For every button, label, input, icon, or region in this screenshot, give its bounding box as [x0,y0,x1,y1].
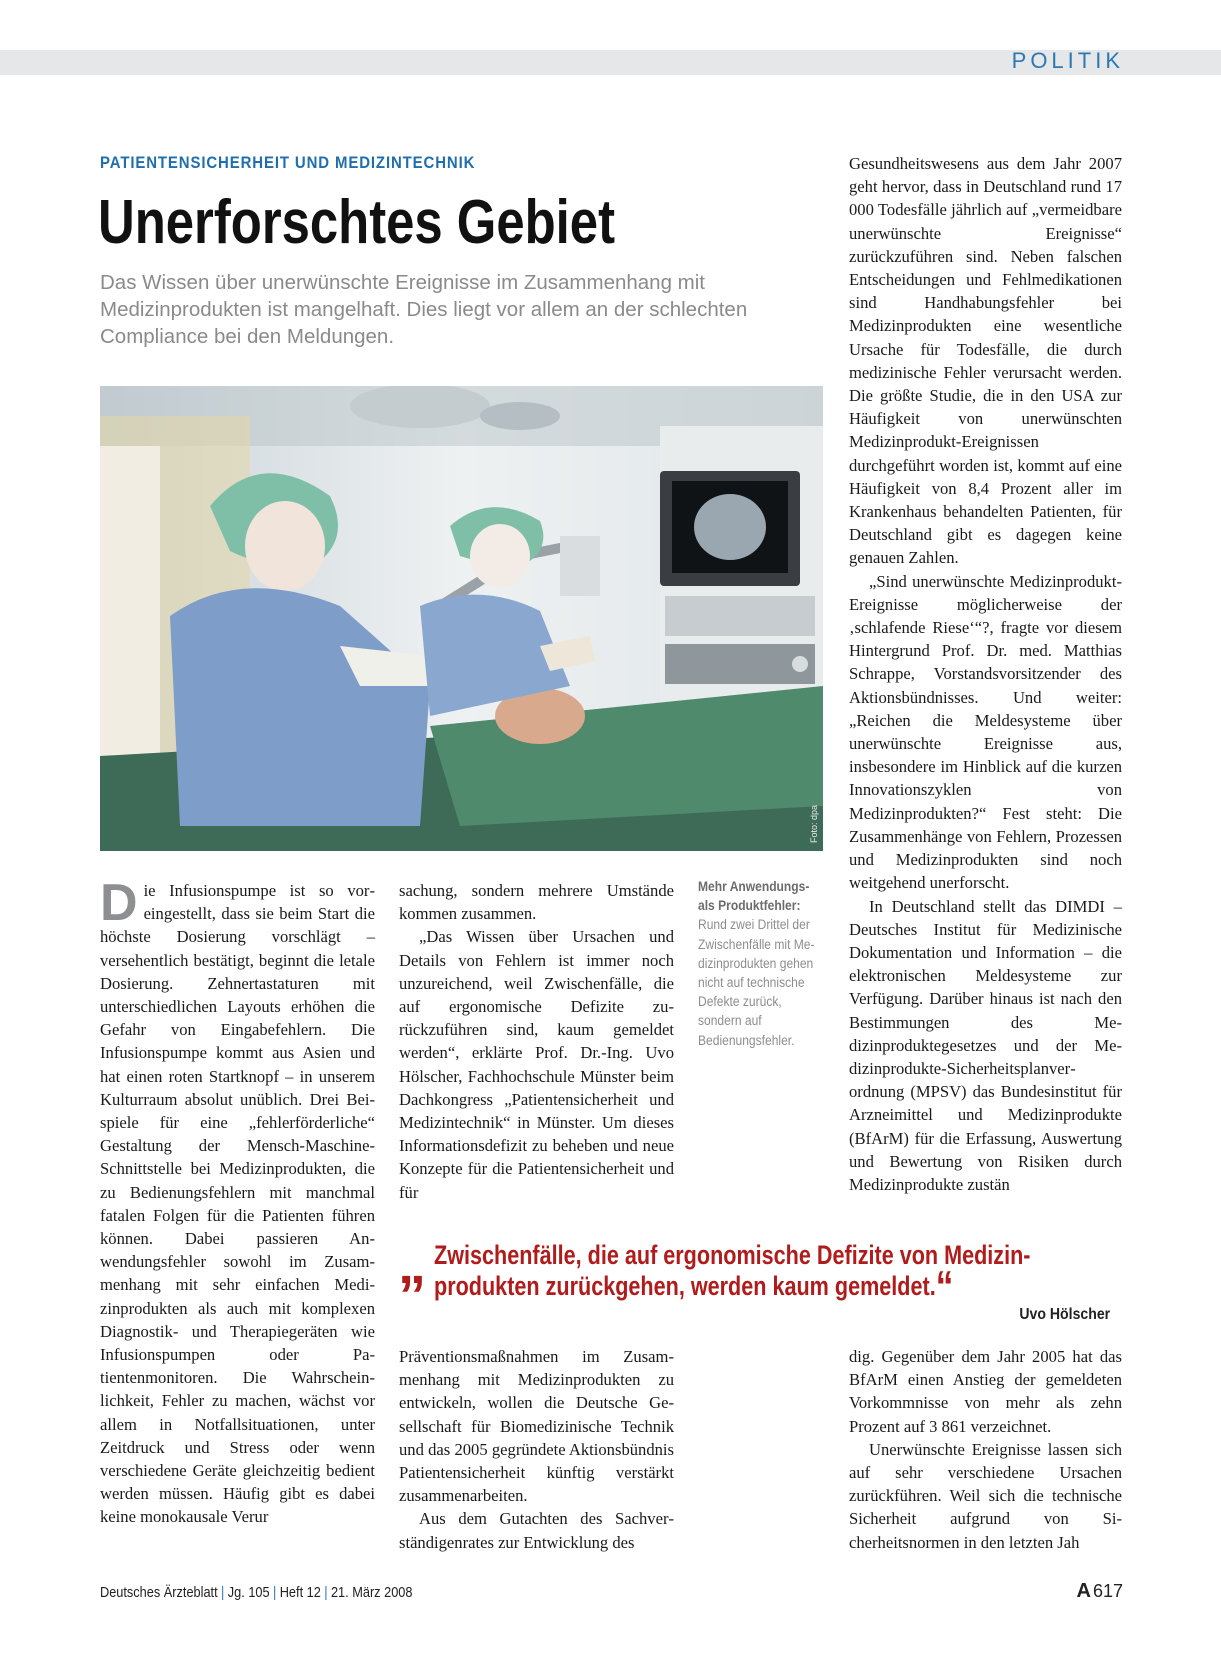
journal-issue: Heft 12 [279,1584,321,1601]
quote-close-mark: “ [935,1262,954,1311]
body-paragraph: ie Infusionspumpe ist so voreingestellt, dass sie beim Start die höchste Dosierung vorschlägt – versehentlich bestätigt, beginnt die letale Dosierung. Zehnertastaturen mit unterschiedlichen Layouts erhöhen die Gefahr von Eingabefehlern. Die Infusionspumpe kommt aus Asien und hat einen roten Startknopf – in unserem Kulturraum absolut unüblich. Drei Beispiele für eine „fehlerförderliche“ Gestaltung der Mensch-Maschine-Schnittstelle bei Medizinprodukten, die zu Bedienungsfehlern mit manchmal fatalen Folgen für die Patienten führen können. Dabei passieren Anwendungsfehler sowohl im Zusammenhang mit sehr einfachen Medizinprodukten als auch mit komplexen Diagnostik- und Therapiegeräten wie Infusionspumpen oder Patientenmonitoren. Die Wahrscheinlichkeit, Fehler zu machen, wächst vor allem in Notfallsituationen, unter Zeitdruck und Stress oder wenn verschiedene Geräte gleichzeitig bedient werden müssen. Häufig gibt es dabei keine monokausale Verur [100,881,375,1527]
body-column-3 [849,152,1122,1196]
article-lead: Das Wissen über unerwünschte Ereignisse im Zusammenhang mit Medizinprodukten ist mangelhaft. Dies liegt vor allem an der schlechten Compliance bei den Meldungen. [100,271,748,348]
body-column-2-lower [399,1345,674,1554]
quote-text: Zwischenfälle, die auf ergonomische Defizite von Medizin-produkten zurückgehen, werden kaum gemeldet. [434,1240,1031,1301]
footer-separator: | [324,1584,328,1601]
body-column-3-lower [849,1345,1122,1554]
page-number-value: 617 [1092,1581,1123,1601]
body-paragraph: Gesundheitswesens aus dem Jahr 2007 geht hervor, dass in Deutschland rund 17 000 Todesfälle jährlich auf „vermeidbare unerwünschte Ereignisse“ zurückzuführen sind. Neben falschen Entscheidungen und Fehlmedikationen sind Handhabungsfehler bei Medizinprodukten eine wesentliche Ursache für Todesfälle, die durch medizinische Fehler verursacht werden. Die größte Studie, die in den USA zur Häufigkeit von unerwünschten Medizinprodukt-Ereignissen durchgeführt worden ist, kommt auf eine Häufigkeit von 8,4 Prozent aller im Krankenhaus behandelten Patienten, für Deutschland gibt es dagegen keine genauen Zahlen. [849,154,1122,568]
page-prefix: A [1076,1580,1091,1602]
body-paragraph: „Sind unerwünschte Medizinprodukt-Ereignisse möglicherweise der ‚schlafende Riese‘“?, fragte vor diesem Hintergrund Prof. Dr. med. Matthias Schrappe, Vorstandsvorsitzender des Aktionsbündnisses. Und weiter: „Reichen die Meldesysteme über unerwünschte Ereignisse aus, insbesondere im Hinblick auf die kurzen Innovationszyklen von Medizinprodukten?“ Fest steht: Die Zusammenhänge von Fehlern, Prozessen und Medizinprodukten sind noch weitgehend unerforscht. [849,571,1122,893]
journal-name: Deutsches Ärzteblatt [100,1584,218,1601]
body-column-1 [100,874,375,1529]
body-column-2 [399,879,674,1204]
drop-cap: D [100,874,138,932]
page-footer [100,1584,412,1601]
issue-date: 21. März 2008 [330,1584,413,1601]
quote-open-mark: „ [398,1232,426,1295]
article-title: Unerforschtes Gebiet [98,188,616,257]
footer-separator: | [221,1584,225,1601]
caption-heading: Mehr Anwendungs- als Produktfehler: [698,879,810,914]
body-paragraph: sachung, sondern mehrere Umstände kommen zusammen. [399,881,674,924]
body-paragraph: dig. Gegenüber dem Jahr 2005 hat das BfArM einen Anstieg der gemeldeten Vorkommnisse von mehr als zehn Prozent auf 3 861 verzeichnet. [849,1347,1122,1436]
article-photo [100,386,823,851]
journal-volume: Jg. 105 [227,1584,270,1601]
article-kicker: PATIENTENSICHERHEIT UND MEDIZINTECHNIK [100,153,476,172]
quote-author: Uvo Hölscher [1019,1306,1110,1323]
operating-room-illustration [100,386,823,851]
body-paragraph: Aus dem Gutachten des Sachverständigenrates zur Entwicklung des [399,1509,674,1552]
photo-caption [698,877,822,1050]
caption-text: Rund zwei Drittel der Zwischenfälle mit Medizinprodukten gehen nicht auf technische Defekte zurück, sondern auf Bedienungsfehler. [698,917,815,1048]
page-number [1077,1580,1124,1603]
quote-text-block [434,1240,1122,1311]
body-paragraph: Unerwünschte Ereignisse lassen sich auf sehr verschiedene Ursachen zurückführen. Weil sich die technische Sicherheit aufgrund von Sicherheitsnormen in den letzten Jah [849,1439,1122,1552]
footer-separator: | [273,1584,277,1601]
body-paragraph: Präventionsmaßnahmen im Zusammenhang mit Medizinprodukten zu entwickeln, wollen die Deutsche Gesellschaft für Biomedizinische Technik und das 2005 gegründete Aktionsbündnis Patientensicherheit künftig verstärkt zusammenarbeiten. [399,1347,674,1506]
body-paragraph: „Das Wissen über Ursachen und Details von Fehlern ist immer noch unzureichend, weil Zwischenfälle, die auf ergonomische Defizite zurückzuführen sind, kaum gemeldet werden“, erklärte Prof. Dr.-Ing. Uvo Hölscher, Fachhochschule Münster beim Dachkongress „Patientensicherheit und Medizintechnik“ in Münster. Um dieses Informationsdefizit zu beheben und neue Konzepte für die Patientensicherheit und für [399,927,674,1202]
body-paragraph: In Deutschland stellt das DIMDI – Deutsches Institut für Medizinische Dokumentation und Information – die elektronischen Meldesysteme zur Verfügung. Darüber hinaus ist nach den Bestimmungen des Medizinproduktegesetzes und der Medizinprodukte-Sicherheitsplanverordnung (MPSV) das Bundesinstitut für Arzneimittel und Medizinprodukte (BfArM) für die Erfassung, Auswertung und Bewertung von Risiken durch Medizinprodukte zustän [849,896,1122,1194]
section-label: POLITIK [1011,48,1124,73]
photo-credit: Foto: dpa [809,804,819,843]
